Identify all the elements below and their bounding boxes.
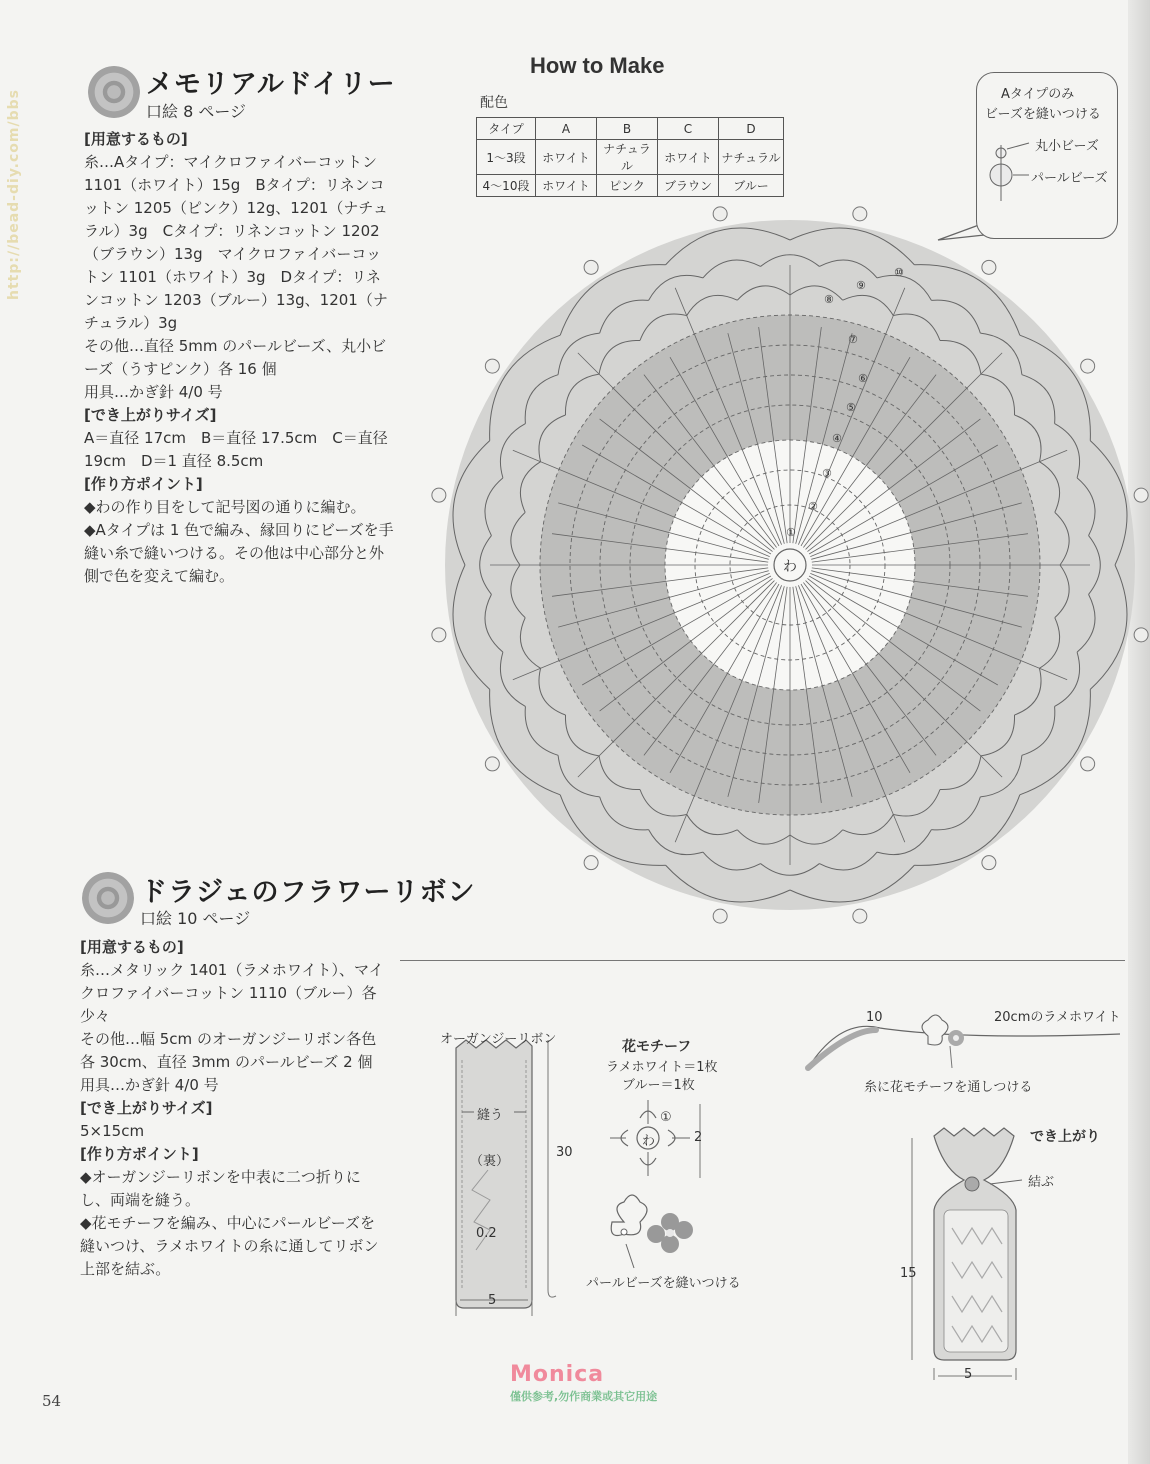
table-header-cell: B [597, 118, 658, 140]
thread-caption: 糸に花モチーフを通しつける [864, 1080, 1033, 1095]
doily-point-2: ◆Aタイプは 1 色で編み、縁回りにビーズを手縫い糸で縫いつける。その他は中心部分と外側で色を変えて編む。 [84, 521, 394, 585]
seam-allowance-label: 0.2 [476, 1226, 497, 1241]
pearl-sew-label: パールビーズを縫いつける [586, 1276, 741, 1291]
flower-filled-icon [647, 1213, 693, 1253]
ribbon-width-label: 5 [488, 1293, 497, 1308]
doily-point-1: ◆わの作り目をして記号図の通りに編む。 [84, 498, 366, 516]
finished-title: でき上がり [1030, 1129, 1100, 1145]
page-number: 54 [42, 1392, 62, 1410]
watermark-note: 僅供参考,勿作商業或其它用途 [510, 1390, 658, 1403]
table-cell: ブラウン [658, 175, 719, 197]
table-cell: 1〜3段 [477, 140, 536, 175]
doily-size-header: [でき上がりサイズ] [84, 406, 217, 424]
round-label-8: ⑧ [824, 293, 834, 306]
round-label-5: ⑤ [846, 401, 856, 414]
ribbon-subtitle: 口絵 10 ページ [140, 909, 251, 928]
ribbon-materials-tool: 用具…かぎ針 4/0 号 [80, 1076, 219, 1094]
color-chart-label: 配色 [480, 95, 508, 111]
table-cell: ホワイト [536, 140, 597, 175]
knot-label: 結ぶ [1028, 1175, 1055, 1190]
table-cell: ピンク [597, 175, 658, 197]
motif-round-1: ① [660, 1110, 672, 1125]
flower-outline-icon [611, 1195, 647, 1268]
organza-ribbon-label: オーガンジーリボン [440, 1032, 557, 1047]
round-label-9: ⑨ [856, 279, 866, 292]
callout-line1: Aタイプのみ [1001, 87, 1075, 102]
table-header-cell: D [719, 118, 784, 140]
table-header-cell: C [658, 118, 719, 140]
callout-small-bead: 丸小ビーズ [1035, 139, 1099, 154]
ribbon-length-label: 30 [556, 1145, 573, 1160]
motif-count-white: ラメホワイト＝1枚 [606, 1060, 718, 1075]
round-label-4: ④ [832, 432, 842, 445]
ribbon-title: ドラジェのフラワーリボン [140, 877, 476, 908]
table-cell: ブルー [719, 175, 784, 197]
doily-center-label: わ [783, 559, 797, 575]
ribbon-materials-yarn: 糸…メタリック 1401（ラメホワイト）、マイクロファイバーコットン 1110（ブルー）各少々 [80, 961, 384, 1025]
motif-title: 花モチーフ [622, 1039, 692, 1055]
organza-ribbon-figure [456, 1040, 556, 1316]
ribbon-size-header: [でき上がりサイズ] [80, 1099, 213, 1117]
round-label-2: ② [808, 500, 818, 513]
thread-length-label: 10 [866, 1010, 883, 1025]
side-url-watermark: http://bead-diy.com/bbs [6, 89, 22, 300]
callout-line2: ビーズを縫いつける [985, 107, 1101, 122]
round-label-7: ⑦ [848, 333, 858, 346]
round-label-3: ③ [822, 467, 832, 480]
round-label-1: ① [786, 526, 796, 539]
table-cell: 4〜10段 [477, 175, 536, 197]
back-side-label: （裏） [470, 1154, 510, 1169]
thread-label: 20cmのラメホワイト [994, 1010, 1121, 1025]
table-header-cell: A [536, 118, 597, 140]
ribbon-materials-other: その他…幅 5cm のオーガンジーリボン各色各 30cm、直径 3mm のパールビーズ 2 個 [80, 1030, 377, 1071]
table-cell: ホワイト [536, 175, 597, 197]
finished-length-label: 15 [900, 1266, 917, 1281]
ribbon-size: 5×15cm [80, 1122, 145, 1140]
sew-label: 縫う [477, 1108, 504, 1123]
ribbon-point-1: ◆オーガンジーリボンを中表に二つ折りにし、両端を縫う。 [80, 1168, 361, 1209]
round-label-10: ⑩ [894, 266, 904, 279]
doily-materials-yarn: 糸…Aタイプ：マイクロファイバーコットン 1101（ホワイト）15g Bタイプ：リネンコットン 1205（ピンク）12g、1201（ナチュラル）3g Cタイプ：リネンコットン 1202（ブラウン）13g マイクロファイバーコットン 1101（ホワイト）3g Dタイプ：リネンコットン 1203（ブルー）13g、1201（ナチュラル）3g [84, 153, 388, 332]
ribbon-point-2: ◆花モチーフを編み、中心にパールビーズを縫いつけ、ラメホワイトの糸に通してリボン上部を結ぶ。 [80, 1214, 379, 1278]
how-to-make-heading: How to Make [530, 53, 665, 78]
doily-title: メモリアルドイリー [146, 69, 396, 100]
ribbon-points-header: [作り方ポイント] [80, 1145, 199, 1163]
table-cell: ナチュラル [597, 140, 658, 175]
watermark-logo: Monica [510, 1362, 605, 1387]
doily-points-header: [作り方ポイント] [84, 475, 203, 493]
round-label-6: ⑥ [858, 372, 868, 385]
motif-round-2: 2 [694, 1130, 703, 1145]
finished-width-label: 5 [964, 1367, 973, 1382]
doily-materials-tool: 用具…かぎ針 4/0 号 [84, 383, 223, 401]
doily-size: A＝直径 17cm B＝直径 17.5cm C＝直径 19cm D＝1 直径 8.5cm [84, 429, 388, 470]
ribbon-materials-header: [用意するもの] [80, 938, 184, 956]
doily-materials-header: [用意するもの] [84, 130, 188, 148]
motif-center-label: わ [642, 1134, 656, 1149]
motif-count-blue: ブルー＝1枚 [622, 1078, 695, 1093]
callout-pearl-bead: パールビーズ [1031, 171, 1108, 186]
doily-subtitle: 口絵 8 ページ [146, 102, 247, 121]
finished-ribbon-figure [912, 1128, 1022, 1380]
table-cell: ホワイト [658, 140, 719, 175]
doily-materials-other: その他…直径 5mm のパールビーズ、丸小ビーズ（うすピンク）各 16 個 [84, 337, 387, 378]
table-header-cell: タイプ [477, 118, 536, 140]
table-cell: ナチュラル [719, 140, 784, 175]
